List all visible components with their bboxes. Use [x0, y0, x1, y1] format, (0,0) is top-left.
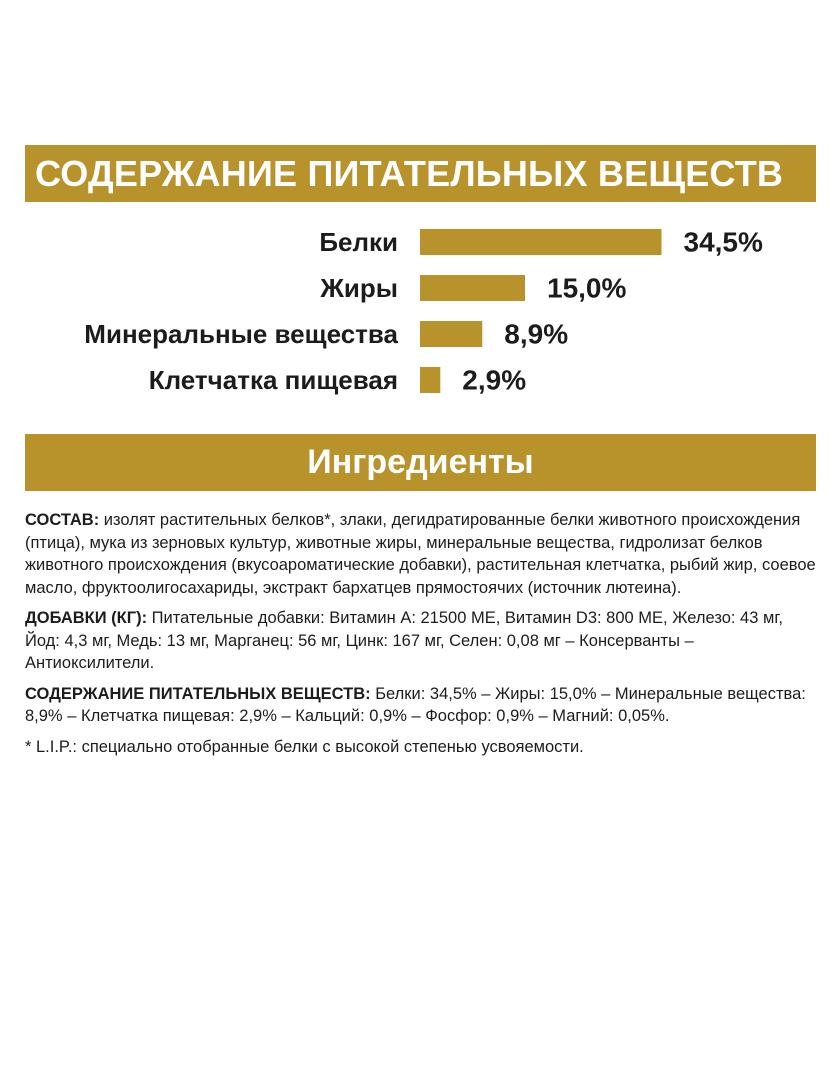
composition-paragraph — [25, 509, 820, 599]
value-label: 8,9% — [504, 318, 569, 350]
composition-text: изолят растительных белков*, злаки, дегидратированные белки животного происхождения (птица), мука из зерновых культур, животные жиры, минеральные вещества, гидролизат белков животного происхождения (вкусоароматические добавки), растительная клетчатка, рыбий жир, соевое масло, фруктоолигосахариды, экстракт бархатцев прямостоячих (источник лютеина). — [25, 511, 816, 597]
additives-paragraph — [25, 607, 820, 675]
bar — [420, 275, 525, 301]
nutrients-paragraph — [25, 683, 820, 728]
composition-label: СОСТАВ: — [25, 511, 100, 529]
ingredients-banner — [25, 434, 816, 491]
value-label: 15,0% — [547, 272, 627, 304]
category-label: Клетчатка пищевая — [148, 365, 398, 395]
category-label: Жиры — [320, 273, 398, 303]
ingredients-text — [25, 509, 820, 766]
footnote: * L.I.P.: специально отобранные белки с высокой степенью усвояемости. — [25, 737, 584, 756]
bar — [420, 367, 440, 393]
ingredients-heading: Ингредиенты — [307, 443, 534, 481]
nutrient-bar-chart — [0, 212, 840, 412]
value-label: 34,5% — [683, 226, 763, 258]
nutrients-text: Белки: 34,5% – Жиры: 15,0% – Минеральные вещества: 8,9% – Клетчатка пищевая: 2,9% – Кальций: 0,9% – Фосфор: 0,9% – Магний: 0,05%. — [25, 684, 806, 725]
bar — [420, 229, 662, 255]
category-label: Минеральные вещества — [84, 319, 398, 349]
additives-text: Питательные добавки: Витамин А: 21500 МЕ, Витамин D3: 800 МЕ, Железо: 43 мг, Йод: 4,3 мг, Медь: 13 мг, Марганец: 56 мг, Цинк: 167 мг, Селен: 0,08 мг – Консерванты – Антиоксилители. — [25, 609, 783, 672]
category-label: Белки — [319, 227, 398, 257]
nutrients-heading: СОДЕРЖАНИЕ ПИТАТЕЛЬНЫХ ВЕЩЕСТВ — [35, 152, 784, 194]
nutrients-banner — [25, 145, 816, 202]
nutrients-label: СОДЕРЖАНИЕ ПИТАТЕЛЬНЫХ ВЕЩЕСТВ: — [25, 684, 371, 703]
value-label: 2,9% — [462, 364, 527, 396]
bar — [420, 321, 482, 347]
additives-label: ДОБАВКИ (КГ): — [25, 609, 148, 627]
